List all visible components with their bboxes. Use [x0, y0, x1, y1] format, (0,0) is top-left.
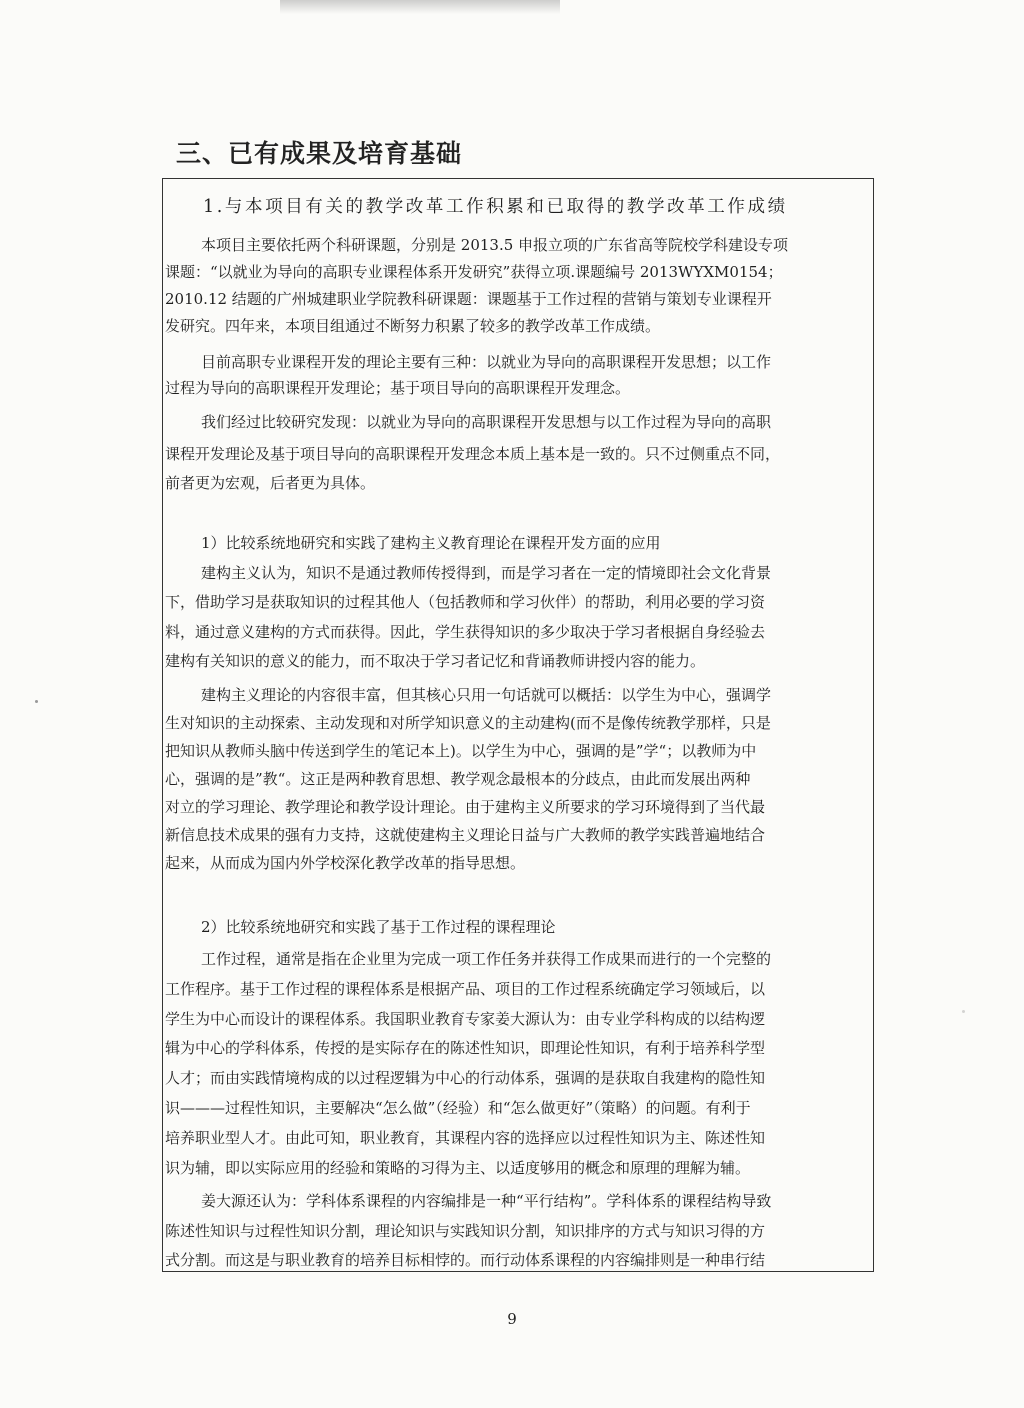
text-line: 课题：“以就业为导向的高职专业课程体系开发研究”获得立项.课题编号 2013WYXM0154；: [165, 263, 783, 281]
text-line: 学生为中心而设计的课程体系。我国职业教育专家姜大源认为：由专业学科构成的以结构逻: [165, 1010, 766, 1028]
text-line: 建构主义认为，知识不是通过教师传授得到，而是学习者在一定的情境即社会文化背景: [201, 564, 772, 582]
content-frame: [162, 178, 874, 1272]
text-line: 把知识从教师头脑中传送到学生的笔记本上)。以学生为中心，强调的是”学“；以教师为中: [165, 742, 757, 760]
text-line: 本项目主要依托两个科研课题，分别是 2013.5 申报立项的广东省高等院校学科建设专项: [201, 236, 789, 254]
text-line: 2）比较系统地研究和实践了基于工作过程的课程理论: [201, 918, 556, 936]
text-line: 建构有关知识的意义的能力，而不取决于学习者记忆和背诵教师讲授内容的能力。: [165, 652, 706, 670]
text-line: 识———过程性知识，主要解决“怎么做”（经验）和“怎么做更好”（策略）的问题。有利于: [165, 1099, 751, 1117]
scan-speck: [962, 1010, 965, 1013]
text-line: 工作过程，通常是指在企业里为完成一项工作任务并获得工作成果而进行的一个完整的: [201, 950, 772, 968]
text-line: 识为辅，即以实际应用的经验和策略的习得为主、以适度够用的概念和原理的理解为辅。: [165, 1159, 751, 1177]
text-line: 生对知识的主动探索、主动发现和对所学知识意义的主动建构(而不是像传统教学那样，只是: [165, 714, 771, 732]
text-line: 1）比较系统地研究和实践了建构主义教育理论在课程开发方面的应用: [201, 534, 661, 552]
text-line: 建构主义理论的内容很丰富，但其核心只用一句话就可以概括：以学生为中心，强调学: [201, 686, 772, 704]
text-line: 人才；而由实践情境构成的以过程逻辑为中心的行动体系，强调的是获取自我建构的隐性知: [165, 1069, 766, 1087]
text-line: 姜大源还认为：学科体系课程的内容编排是一种“平行结构”。学科体系的课程结构导致: [201, 1192, 772, 1210]
text-line: 料，通过意义建构的方式而获得。因此，学生获得知识的多少取决于学习者根据自身经验去: [165, 623, 766, 641]
subsection-title: 1.与本项目有关的教学改革工作积累和已取得的教学改革工作成绩: [203, 197, 788, 217]
page-number: 9: [507, 1310, 517, 1328]
text-line: 心，强调的是”教“。这正是两种教育思想、教学观念最根本的分歧点，由此而发展出两种: [165, 770, 751, 788]
text-line: 过程为导向的高职课程开发理论；基于项目导向的高职课程开发理念。: [165, 379, 631, 397]
text-line: 目前高职专业课程开发的理论主要有三种：以就业为导向的高职课程开发思想；以工作: [201, 353, 772, 371]
text-line: 辑为中心的学科体系，传授的是实际存在的陈述性知识，即理论性知识，有利于培养科学型: [165, 1039, 766, 1057]
text-line: 前者更为宏观，后者更为具体。: [165, 474, 376, 492]
text-line: 2010.12 结题的广州城建职业学院教科研课题：课题基于工作过程的营销与策划专业课程开: [165, 290, 772, 308]
text-line: 我们经过比较研究发现：以就业为导向的高职课程开发思想与以工作过程为导向的高职: [201, 413, 772, 431]
scan-shadow: [280, 0, 560, 14]
scan-speck: [35, 700, 38, 703]
text-line: 陈述性知识与过程性知识分割，理论知识与实践知识分割，知识排序的方式与知识习得的方: [165, 1222, 766, 1240]
text-line: 下，借助学习是获取知识的过程其他人（包括教师和学习伙伴）的帮助，利用必要的学习资: [165, 593, 766, 611]
text-line: 起来，从而成为国内外学校深化教学改革的指导思想。: [165, 854, 526, 872]
text-line: 新信息技术成果的强有力支持，这就使建构主义理论日益与广大教师的教学实践普遍地结合: [165, 826, 766, 844]
text-line: 对立的学习理论、教学理论和教学设计理论。由于建构主义所要求的学习环境得到了当代最: [165, 798, 766, 816]
text-line: 式分割。而这是与职业教育的培养目标相悖的。而行动体系课程的内容编排则是一种串行结: [165, 1251, 766, 1269]
section-heading: 三、已有成果及培育基础: [176, 139, 463, 168]
text-line: 工作程序。基于工作过程的课程体系是根据产品、项目的工作过程系统确定学习领域后，以: [165, 980, 766, 998]
text-line: 发研究。四年来，本项目组通过不断努力积累了较多的教学改革工作成绩。: [165, 317, 661, 335]
text-line: 培养职业型人才。由此可知，职业教育，其课程内容的选择应以过程性知识为主、陈述性知: [165, 1129, 766, 1147]
text-line: 课程开发理论及基于项目导向的高职课程开发理念本质上基本是一致的。只不过侧重点不同，: [165, 445, 781, 463]
